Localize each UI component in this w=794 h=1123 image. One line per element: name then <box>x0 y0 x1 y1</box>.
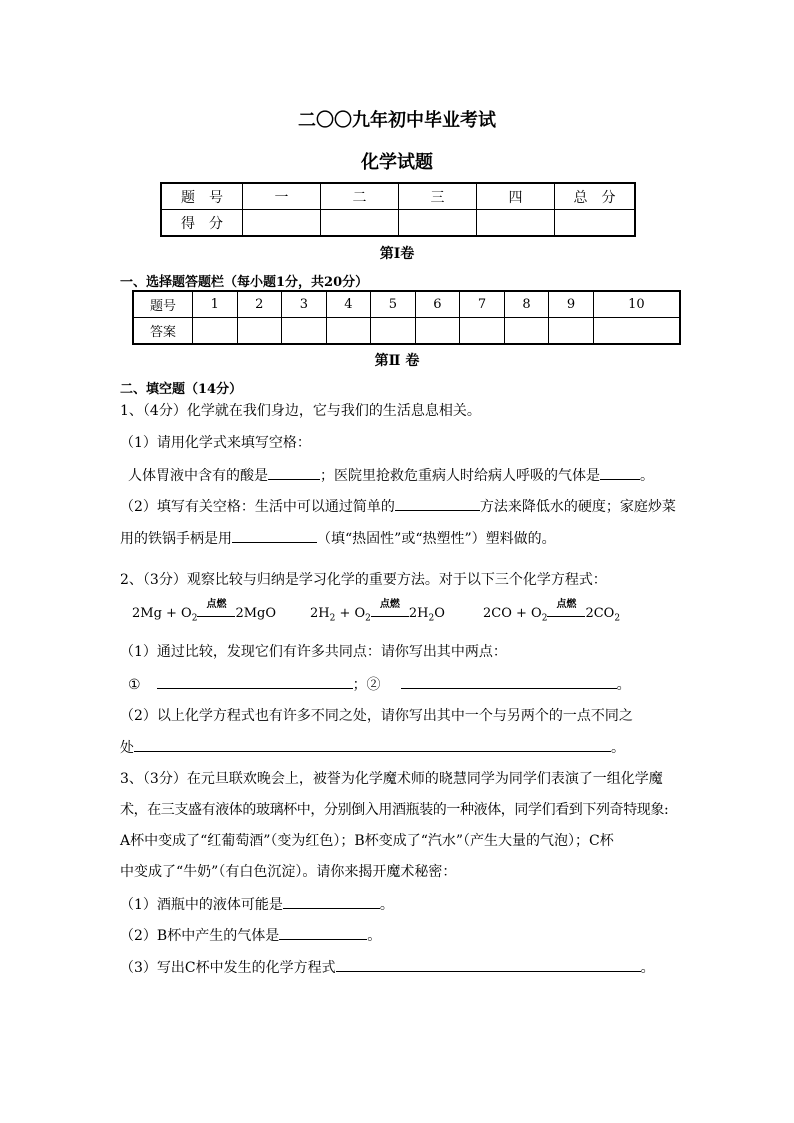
q2-sub2: （2）以上化学方程式也有许多不同之处，请你写出其中一个与另两个的一点不同之 <box>120 708 633 724</box>
q2-end-2: 。 <box>611 740 625 756</box>
answer-number-cell: 5 <box>371 291 416 318</box>
q2-sub2-answer-line <box>120 737 625 758</box>
answer-header-label: 题号 <box>133 291 193 318</box>
q3-sub1: （1）酒瓶中的液体可能是 <box>120 897 283 913</box>
equation-1 <box>132 599 277 624</box>
eq1-left-sub: 2 <box>191 613 198 624</box>
score-cell[interactable] <box>555 210 636 237</box>
q3-blank-liquid[interactable] <box>283 894 380 909</box>
answer-number-cell: 4 <box>326 291 371 318</box>
eq3-condition <box>547 599 585 617</box>
score-header-cell: 四 <box>477 183 555 210</box>
eq2-condition <box>371 599 409 617</box>
q3-sub3: （3）写出C杯中发生的化学方程式 <box>120 960 336 976</box>
eq3-right: 2CO <box>585 606 615 621</box>
answer-number-cell: 3 <box>282 291 327 318</box>
answer-cell[interactable] <box>593 318 680 345</box>
score-header-cell: 一 <box>243 183 321 210</box>
q2-mark-1: ① <box>128 677 141 693</box>
eq2-right-sub: 2 <box>428 613 435 624</box>
eq2-right: 2H <box>408 606 429 621</box>
score-header-cell: 二 <box>321 183 399 210</box>
eq2-left: 2H <box>310 606 330 621</box>
q1-sub1-text-c: 。 <box>640 468 654 484</box>
eq2-mid: + O <box>335 606 366 621</box>
q1-sub2-line-1 <box>120 496 676 517</box>
q3-end-1: 。 <box>379 897 394 913</box>
equation-2 <box>310 599 445 624</box>
q2-end-1: 。 <box>616 677 631 693</box>
q1-blank-plastic[interactable] <box>232 528 317 543</box>
score-cell[interactable] <box>399 210 477 237</box>
q1-sub2-text-d: （填“热固性”或“热塑性”）塑料做的。 <box>317 531 556 547</box>
q2-mark-2: ；② <box>352 677 381 693</box>
q2-blank-1[interactable] <box>157 674 353 689</box>
q2-sub1: （1）通过比较，发现它们有许多共同点：请你写出其中两点： <box>120 644 507 660</box>
eq3-condition-label: 点燃 <box>556 599 577 610</box>
q3-line-2: 术，在三支盛有液体的玻璃杯中，分别倒入用酒瓶装的一种液体，同学们看到下列奇特现象: <box>120 802 669 818</box>
q1-sub1: （1）请用化学式来填写空格： <box>120 435 311 451</box>
score-cell[interactable] <box>477 210 555 237</box>
answer-number-cell: 6 <box>415 291 460 318</box>
q1-sub2-text-b: 方法来降低水的硬度；家庭炒菜 <box>479 499 676 515</box>
answer-number-cell: 9 <box>549 291 594 318</box>
q1-blank-method[interactable] <box>395 496 480 511</box>
q3-sub2: （2）B杯中产生的气体是 <box>120 928 280 944</box>
q3-sub2-line <box>120 925 381 946</box>
answer-cell[interactable] <box>237 318 282 345</box>
eq2-left-sub: 2 <box>329 613 336 624</box>
answer-number-cell: 2 <box>237 291 282 318</box>
q1-blank-gas[interactable] <box>600 465 640 480</box>
section-2-title: 二、填空题（14分） <box>120 382 243 397</box>
answer-cell[interactable] <box>282 318 327 345</box>
answer-table-answer-row <box>133 318 680 345</box>
q3-line-4: 中变成了“牛奶”（有白色沉淀）。请你来揭开魔术秘密： <box>120 864 457 880</box>
q3-end-3: 。 <box>640 960 655 976</box>
answer-table <box>132 290 681 345</box>
q2-sub2-cont: 处 <box>120 740 134 756</box>
answer-cell[interactable] <box>326 318 371 345</box>
equation-3 <box>483 599 621 624</box>
eq1-condition-label: 点燃 <box>206 599 227 610</box>
answer-cell[interactable] <box>193 318 238 345</box>
score-row-label: 得 分 <box>161 210 243 237</box>
q3-blank-equation[interactable] <box>336 957 641 972</box>
q1-blank-acid[interactable] <box>268 465 320 480</box>
score-header-cell: 总 分 <box>555 183 636 210</box>
exam-title: 二〇〇九年初中毕业考试 <box>298 110 496 131</box>
answer-cell[interactable] <box>460 318 505 345</box>
answer-cell[interactable] <box>549 318 594 345</box>
q3-line-3: A杯中变成了“红葡萄酒”（变为红色）；B杯变成了“汽水”（产生大量的气泡）；C杯 <box>120 833 614 849</box>
score-table <box>160 182 636 237</box>
q2-blank-3[interactable] <box>134 737 611 752</box>
score-header-cell: 三 <box>399 183 477 210</box>
answer-table-number-row <box>133 291 680 318</box>
q1-sub1-text-a: 人体胃液中含有的酸是 <box>128 468 268 484</box>
q1-sub2-text-c: 用的铁锅手柄是用 <box>120 531 232 547</box>
q2-sub1-answer-line <box>128 674 631 695</box>
eq1-condition <box>197 599 235 617</box>
part-2-title: 第Ⅱ 卷 <box>374 353 420 369</box>
q3-sub1-line <box>120 894 394 915</box>
score-table-header-row <box>161 183 635 210</box>
q3-blank-gas[interactable] <box>279 925 367 940</box>
q2-blank-2[interactable] <box>401 674 617 689</box>
eq3-left: 2CO + O <box>483 606 542 621</box>
q1-sub2-line-2 <box>120 528 556 549</box>
eq1-left: 2Mg + O <box>132 606 192 621</box>
part-1-title: 第Ⅰ卷 <box>379 246 415 262</box>
exam-subtitle: 化学试题 <box>361 152 433 173</box>
score-cell[interactable] <box>243 210 321 237</box>
answer-cell[interactable] <box>371 318 416 345</box>
answer-row-label: 答案 <box>133 318 193 345</box>
eq2-mid-sub: 2 <box>365 613 371 624</box>
eq3-right-sub: 2 <box>614 613 621 624</box>
eq2-right-tail: O <box>434 606 445 621</box>
answer-cell[interactable] <box>415 318 460 345</box>
q1-sub1-text-b: ；医院里抢救危重病人时给病人呼吸的气体是 <box>320 468 600 484</box>
q3-end-2: 。 <box>367 928 382 944</box>
answer-number-cell: 1 <box>193 291 238 318</box>
score-table-score-row <box>161 210 635 237</box>
eq1-right: 2MgO <box>235 606 277 621</box>
q2-stem: 2、（3分）观察比较与归纳是学习化学的重要方法。对于以下三个化学方程式： <box>120 572 607 588</box>
answer-number-cell: 8 <box>504 291 549 318</box>
q1-sub2-text-a: （2）填写有关空格：生活中可以通过简单的 <box>120 499 395 515</box>
answer-number-cell: 10 <box>593 291 680 318</box>
score-header-cell: 题 号 <box>161 183 243 210</box>
q1-sub1-answer-line <box>128 465 654 486</box>
answer-number-cell: 7 <box>460 291 505 318</box>
q3-line-1: 3、（3分）在元旦联欢晚会上，被誉为化学魔术师的晓慧同学为同学们表演了一组化学魔 <box>120 771 663 787</box>
section-1-title: 一、选择题答题栏（每小题1分，共20分） <box>120 275 369 290</box>
q1-stem: 1、（4分）化学就在我们身边，它与我们的生活息息相关。 <box>120 403 481 419</box>
q3-sub3-line <box>120 957 655 978</box>
score-cell[interactable] <box>321 210 399 237</box>
eq3-left-sub: 2 <box>541 613 548 624</box>
answer-cell[interactable] <box>504 318 549 345</box>
eq2-condition-label: 点燃 <box>379 599 400 610</box>
